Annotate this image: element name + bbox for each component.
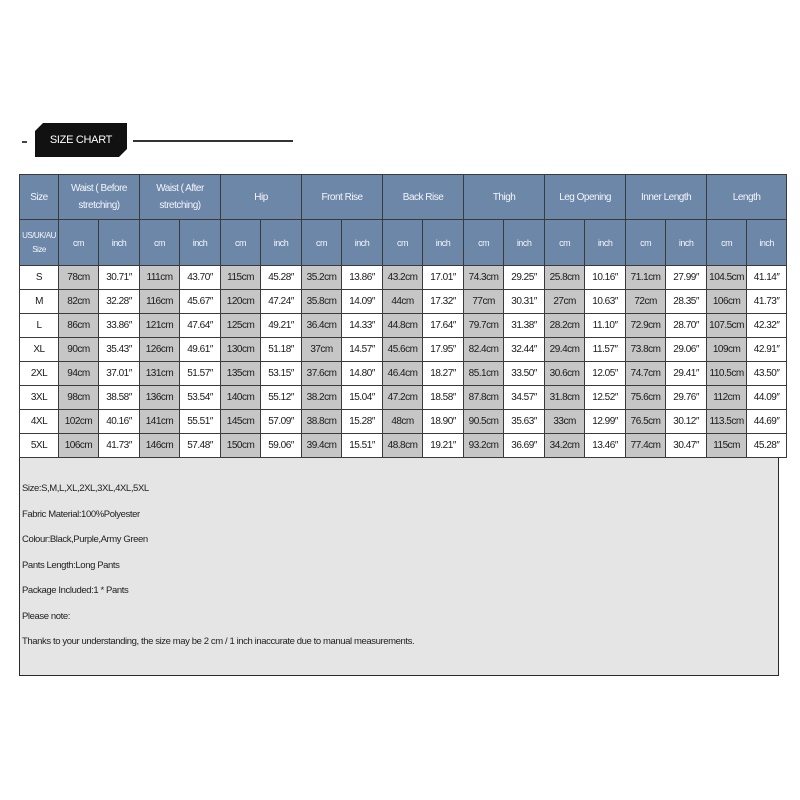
inch-cell: 14.80″ (342, 362, 383, 386)
cm-cell: 109cm (707, 338, 747, 362)
header-row (20, 175, 787, 220)
inch-cell: 30.31″ (504, 290, 545, 314)
table-row (20, 290, 787, 314)
cm-cell: 140cm (221, 386, 261, 410)
cm-cell: 33cm (545, 410, 585, 434)
inch-cell: 35.63″ (504, 410, 545, 434)
cm-cell: 79.7cm (464, 314, 504, 338)
size-cell: 4XL (20, 410, 59, 434)
cm-cell: 31.8cm (545, 386, 585, 410)
inch-cell: 17.01″ (423, 266, 464, 290)
unit-cm: cm (221, 220, 261, 266)
inch-cell: 28.35″ (666, 290, 707, 314)
cm-cell: 27cm (545, 290, 585, 314)
inch-cell: 29.41″ (666, 362, 707, 386)
cm-cell: 48.8cm (383, 434, 423, 458)
cm-cell: 38.2cm (302, 386, 342, 410)
inch-cell: 14.33″ (342, 314, 383, 338)
note-line: Colour:Black,Purple,Army Green (22, 534, 148, 545)
inch-cell: 27.99″ (666, 266, 707, 290)
inch-cell: 45.28″ (261, 266, 302, 290)
table-row (20, 266, 787, 290)
inch-cell: 30.12″ (666, 410, 707, 434)
unit-cm: cm (140, 220, 180, 266)
unit-cm: cm (302, 220, 342, 266)
note-line: Size:S,M,L,XL,2XL,3XL,4XL,5XL (22, 483, 149, 494)
column-header: Waist ( After stretching) (140, 175, 221, 220)
inch-cell: 41.14″ (747, 266, 787, 290)
cm-cell: 111cm (140, 266, 180, 290)
inch-cell: 18.58″ (423, 386, 464, 410)
cm-cell: 94cm (59, 362, 99, 386)
inch-cell: 41.73″ (747, 290, 787, 314)
note-line: Package Included:1 * Pants (22, 585, 129, 596)
unit-inch: inch (99, 220, 140, 266)
unit-cm: cm (545, 220, 585, 266)
cm-cell: 44.8cm (383, 314, 423, 338)
size-cell: XL (20, 338, 59, 362)
inch-cell: 55.12″ (261, 386, 302, 410)
unit-cm: cm (464, 220, 504, 266)
inch-cell: 29.25″ (504, 266, 545, 290)
cm-cell: 125cm (221, 314, 261, 338)
inch-cell: 29.76″ (666, 386, 707, 410)
inch-cell: 13.46″ (585, 434, 626, 458)
inch-cell: 12.52″ (585, 386, 626, 410)
cm-cell: 104.5cm (707, 266, 747, 290)
column-header: Leg Opening (545, 175, 626, 220)
size-cell: M (20, 290, 59, 314)
unit-cm: cm (59, 220, 99, 266)
inch-cell: 41.73″ (99, 434, 140, 458)
cm-cell: 44cm (383, 290, 423, 314)
cm-cell: 37cm (302, 338, 342, 362)
inch-cell: 53.15″ (261, 362, 302, 386)
table-row (20, 338, 787, 362)
unit-row (20, 220, 787, 266)
inch-cell: 36.69″ (504, 434, 545, 458)
cm-cell: 72cm (626, 290, 666, 314)
cm-cell: 37.6cm (302, 362, 342, 386)
unit-inch: inch (585, 220, 626, 266)
unit-inch: inch (261, 220, 302, 266)
unit-cm: cm (383, 220, 423, 266)
cm-cell: 36.4cm (302, 314, 342, 338)
note-line: Thanks to your understanding, the size may be 2 cm / 1 inch inaccurate due to manual measurements. (22, 636, 415, 647)
inch-cell: 51.18″ (261, 338, 302, 362)
inch-cell: 15.04″ (342, 386, 383, 410)
column-header: Inner Length (626, 175, 707, 220)
inch-cell: 13.86″ (342, 266, 383, 290)
cm-cell: 150cm (221, 434, 261, 458)
note-line: Fabric Material:100%Polyester (22, 508, 140, 520)
inch-cell: 34.57″ (504, 386, 545, 410)
inch-cell: 38.58″ (99, 386, 140, 410)
cm-cell: 93.2cm (464, 434, 504, 458)
cm-cell: 78cm (59, 266, 99, 290)
cm-cell: 85.1cm (464, 362, 504, 386)
cm-cell: 39.4cm (302, 434, 342, 458)
inch-cell: 35.43″ (99, 338, 140, 362)
size-cell: L (20, 314, 59, 338)
inch-cell: 30.71″ (99, 266, 140, 290)
cm-cell: 25.8cm (545, 266, 585, 290)
unit-inch: inch (342, 220, 383, 266)
cm-cell: 74.7cm (626, 362, 666, 386)
inch-cell: 19.21″ (423, 434, 464, 458)
size-cell: 2XL (20, 362, 59, 386)
product-notes (22, 476, 762, 655)
cm-cell: 76.5cm (626, 410, 666, 434)
inch-cell: 31.38″ (504, 314, 545, 338)
size-cell: 3XL (20, 386, 59, 410)
unit-inch: inch (504, 220, 545, 266)
inch-cell: 28.70″ (666, 314, 707, 338)
inch-cell: 33.50″ (504, 362, 545, 386)
cm-cell: 38.8cm (302, 410, 342, 434)
cm-cell: 136cm (140, 386, 180, 410)
cm-cell: 110.5cm (707, 362, 747, 386)
unit-cm: cm (707, 220, 747, 266)
cm-cell: 115cm (707, 434, 747, 458)
size-subheader: US/UK/AU Size (20, 220, 59, 266)
inch-cell: 18.90″ (423, 410, 464, 434)
cm-cell: 82cm (59, 290, 99, 314)
cm-cell: 145cm (221, 410, 261, 434)
cm-cell: 116cm (140, 290, 180, 314)
unit-inch: inch (666, 220, 707, 266)
cm-cell: 113.5cm (707, 410, 747, 434)
cm-cell: 30.6cm (545, 362, 585, 386)
cm-cell: 75.6cm (626, 386, 666, 410)
inch-cell: 37.01″ (99, 362, 140, 386)
inch-cell: 30.47″ (666, 434, 707, 458)
size-cell: 5XL (20, 434, 59, 458)
size-chart-badge (35, 123, 127, 157)
cm-cell: 90.5cm (464, 410, 504, 434)
inch-cell: 45.67″ (180, 290, 221, 314)
inch-cell: 11.10″ (585, 314, 626, 338)
cm-cell: 106cm (59, 434, 99, 458)
cm-cell: 28.2cm (545, 314, 585, 338)
inch-cell: 11.57″ (585, 338, 626, 362)
cm-cell: 126cm (140, 338, 180, 362)
inch-cell: 43.70″ (180, 266, 221, 290)
inch-cell: 57.09″ (261, 410, 302, 434)
table-row (20, 362, 787, 386)
unit-inch: inch (423, 220, 464, 266)
cm-cell: 82.4cm (464, 338, 504, 362)
cm-cell: 106cm (707, 290, 747, 314)
inch-cell: 15.28″ (342, 410, 383, 434)
inch-cell: 40.16″ (99, 410, 140, 434)
unit-inch: inch (180, 220, 221, 266)
cm-cell: 107.5cm (707, 314, 747, 338)
cm-cell: 47.2cm (383, 386, 423, 410)
inch-cell: 53.54″ (180, 386, 221, 410)
inch-cell: 32.28″ (99, 290, 140, 314)
inch-cell: 42.32″ (747, 314, 787, 338)
unit-inch: inch (747, 220, 787, 266)
cm-cell: 48cm (383, 410, 423, 434)
note-line: Please note: (22, 610, 71, 622)
inch-cell: 15.51″ (342, 434, 383, 458)
cm-cell: 102cm (59, 410, 99, 434)
cm-cell: 29.4cm (545, 338, 585, 362)
inch-cell: 47.24″ (261, 290, 302, 314)
table-row (20, 434, 787, 458)
cm-cell: 98cm (59, 386, 99, 410)
cm-cell: 131cm (140, 362, 180, 386)
column-header: Front Rise (302, 175, 383, 220)
inch-cell: 33.86″ (99, 314, 140, 338)
cm-cell: 135cm (221, 362, 261, 386)
size-header: Size (20, 175, 59, 220)
inch-cell: 47.64″ (180, 314, 221, 338)
cm-cell: 146cm (140, 434, 180, 458)
cm-cell: 90cm (59, 338, 99, 362)
size-cell: S (20, 266, 59, 290)
inch-cell: 17.64″ (423, 314, 464, 338)
cm-cell: 46.4cm (383, 362, 423, 386)
column-header: Length (707, 175, 787, 220)
inch-cell: 14.09″ (342, 290, 383, 314)
header-dash (22, 141, 27, 143)
inch-cell: 17.95″ (423, 338, 464, 362)
cm-cell: 77cm (464, 290, 504, 314)
inch-cell: 14.57″ (342, 338, 383, 362)
cm-cell: 112cm (707, 386, 747, 410)
table-row (20, 314, 787, 338)
cm-cell: 86cm (59, 314, 99, 338)
inch-cell: 42.91″ (747, 338, 787, 362)
inch-cell: 49.61″ (180, 338, 221, 362)
inch-cell: 57.48″ (180, 434, 221, 458)
size-table (19, 174, 787, 458)
cm-cell: 130cm (221, 338, 261, 362)
table-row (20, 410, 787, 434)
table-row (20, 386, 787, 410)
inch-cell: 51.57″ (180, 362, 221, 386)
page-title: SIZE CHART (49, 134, 113, 146)
cm-cell: 35.2cm (302, 266, 342, 290)
cm-cell: 77.4cm (626, 434, 666, 458)
cm-cell: 45.6cm (383, 338, 423, 362)
inch-cell: 55.51″ (180, 410, 221, 434)
inch-cell: 12.05″ (585, 362, 626, 386)
cm-cell: 73.8cm (626, 338, 666, 362)
inch-cell: 10.63″ (585, 290, 626, 314)
inch-cell: 18.27″ (423, 362, 464, 386)
header-rule (133, 140, 293, 142)
note-line: Pants Length:Long Pants (22, 559, 120, 571)
inch-cell: 44.09″ (747, 386, 787, 410)
column-header: Back Rise (383, 175, 464, 220)
inch-cell: 10.16″ (585, 266, 626, 290)
column-header: Waist ( Before stretching) (59, 175, 140, 220)
cm-cell: 34.2cm (545, 434, 585, 458)
cm-cell: 87.8cm (464, 386, 504, 410)
inch-cell: 12.99″ (585, 410, 626, 434)
inch-cell: 43.50″ (747, 362, 787, 386)
inch-cell: 32.44″ (504, 338, 545, 362)
cm-cell: 141cm (140, 410, 180, 434)
cm-cell: 115cm (221, 266, 261, 290)
column-header: Thigh (464, 175, 545, 220)
cm-cell: 120cm (221, 290, 261, 314)
unit-cm: cm (626, 220, 666, 266)
cm-cell: 121cm (140, 314, 180, 338)
cm-cell: 71.1cm (626, 266, 666, 290)
column-header: Hip (221, 175, 302, 220)
inch-cell: 45.28″ (747, 434, 787, 458)
cm-cell: 72.9cm (626, 314, 666, 338)
inch-cell: 49.21″ (261, 314, 302, 338)
cm-cell: 74.3cm (464, 266, 504, 290)
cm-cell: 43.2cm (383, 266, 423, 290)
inch-cell: 29.06″ (666, 338, 707, 362)
cm-cell: 35.8cm (302, 290, 342, 314)
inch-cell: 59.06″ (261, 434, 302, 458)
inch-cell: 17.32″ (423, 290, 464, 314)
inch-cell: 44.69″ (747, 410, 787, 434)
